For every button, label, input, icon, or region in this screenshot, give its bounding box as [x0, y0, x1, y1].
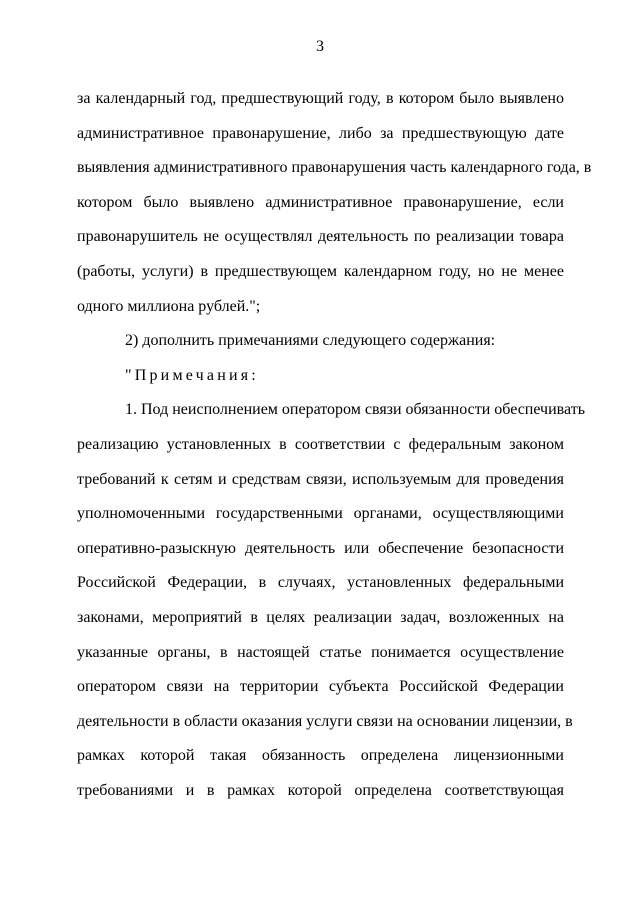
text-line: требований к сетям и средствам связи, используемым для проведения — [77, 470, 564, 488]
text-line: (работы, услуги) в предшествующем календарном году, но не менее — [77, 262, 564, 280]
text-line: одного миллиона рублей."; — [77, 297, 261, 315]
text-line: уполномоченными государственными органами, осуществляющими — [77, 505, 564, 523]
text-line: рамках которой такая обязанность определена лицензионными — [77, 747, 564, 765]
document-body — [77, 82, 592, 808]
text-line: указанные органы, в настоящей статье понимается осуществление — [77, 643, 564, 661]
text-line: законами, мероприятий в целях реализации задач, возложенных на — [77, 608, 564, 626]
text-line: административное правонарушение, либо за предшествующую дате — [77, 124, 564, 142]
text-line: котором было выявлено административное правонарушение, если — [77, 193, 564, 211]
text-line: оператором связи на территории субъекта Российской Федерации — [77, 678, 564, 696]
text-line: за календарный год, предшествующий году, в котором было выявлено — [77, 90, 564, 107]
text-line: правонарушитель не осуществлял деятельность по реализации товара — [77, 228, 564, 246]
text-line: оперативно-разыскную деятельность или обеспечение безопасности — [77, 539, 564, 557]
notes-heading: "Примечания: — [125, 366, 259, 384]
page-number: 3 — [316, 38, 324, 55]
text-line: требованиями и в рамках которой определена соответствующая — [77, 781, 564, 799]
text-line: выявления административного правонарушения часть календарного года, в — [77, 159, 592, 177]
text-line: Российской Федерации, в случаях, установленных федеральными — [77, 574, 564, 592]
amendment-item: 2) дополнить примечаниями следующего содержания: — [125, 332, 496, 350]
note-first-line: 1. Под неисполнением оператором связи обязанности обеспечивать — [125, 401, 585, 419]
text-line: деятельности в области оказания услуги связи на основании лицензии, в — [77, 712, 573, 730]
text-line: реализацию установленных в соответствии с федеральным законом — [77, 435, 564, 453]
